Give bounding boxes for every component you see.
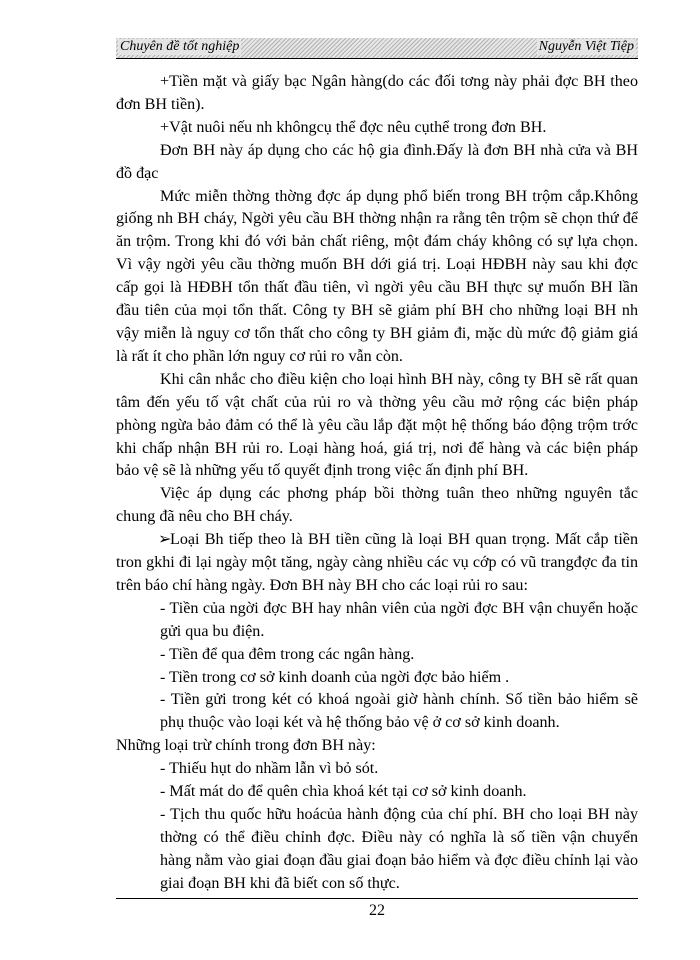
- list-item: - Tịch thu quốc hữu hoácủa hành động của chí phí. BH cho loại BH này thờng có thể điều chỉnh đợc. Điều này có nghĩa là số tiền vận chuyển hàng nằm vào giai đoạn đầu giai đoạn bảo hiểm và đợc điều chỉnh lại vào giai đoạn BH khi đã biết con số thực.: [160, 806, 638, 892]
- list-item: - Thiếu hụt do nhầm lẫn vì bỏ sót.: [160, 760, 379, 778]
- footer-divider: [116, 898, 638, 899]
- paragraph: +Tiền mặt và giấy bạc Ngân hàng(do các đối tơng này phải đợc BH theo đơn BH tiền).: [116, 73, 638, 113]
- header-author: Nguyễn Việt Tiệp: [538, 39, 634, 54]
- bullet-paragraph: [116, 529, 638, 598]
- list-item: - Mất mát do để quên chìa khoá két tại cơ sở kinh doanh.: [160, 783, 527, 801]
- paragraph: Đơn BH này áp dụng cho các hộ gia đình.Đấy là đơn BH nhà cửa và BH đồ đạc: [116, 141, 638, 182]
- list-item: - Tiền gửi trong két có khoá ngoài giờ hành chính. Số tiền bảo hiểm sẽ phụ thuộc vào loại két và hệ thống bảo vệ ở cơ sở kinh doanh.: [160, 691, 638, 732]
- paragraph: Việc áp dụng các phơng pháp bồi thờng tuân theo những nguyên tắc chung đã nêu cho BH cháy.: [116, 485, 638, 526]
- page-number: 22: [369, 902, 385, 919]
- page-body: [116, 71, 638, 896]
- arrow-bullet-icon: ➢: [158, 531, 172, 549]
- paragraph: +Vật nuôi nếu nh khôngcụ thể đợc nêu cụthể trong đơn BH.: [160, 118, 547, 136]
- paragraph: Mức miễn thờng thờng đợc áp dụng phổ biến trong BH trộm cắp.Không giống nh BH cháy, Ngời yêu cầu BH thờng nhận ra rằng tên trộm sẽ chọn thứ để ăn trộm. Trong khi đó với bản chất riêng, một đám cháy không có sự lựa chọn. Vì vậy ngời yêu cầu thờng muốn BH dới giá trị. Loại HĐBH này sau khi đợc cấp gọi là HĐBH tổn thất đầu tiên, vì ngời yêu cầu BH thực sự muốn BH lần đầu tiên của mọi tổn thất. Công ty BH sẽ giảm phí BH cho những loại BH nh vậy miễn là nguy cơ tổn thất cho công ty BH giảm đi, mặc dù mức độ giảm giá là rất ít cho phần lớn nguy cơ rủi ro vẫn còn.: [116, 187, 638, 365]
- header-document-title: Chuyên đề tốt nghiệp: [120, 39, 240, 54]
- paragraph: Khi cân nhắc cho điều kiện cho loại hình BH này, công ty BH sẽ rất quan tâm đến yếu tố vật chất của rủi ro và thờng yêu cầu mở rộng các biện pháp phòng ngừa bảo đảm có thể là yêu cầu lắp đặt một hệ thống báo động trộm trớc khi chấp nhận BH rủi ro. Loại hàng hoá, giá trị, nơi để hàng và các biện pháp bảo vệ sẽ là những yếu tố quyết định trong việc ấn định phí BH.: [116, 370, 638, 480]
- list-item: - Tiền để qua đêm trong các ngân hàng.: [160, 645, 415, 663]
- list-item: - Tiền trong cơ sở kinh doanh của ngời đợc bảo hiểm .: [160, 668, 510, 686]
- paragraph: Những loại trừ chính trong đơn BH này:: [116, 737, 376, 755]
- paragraph-text: Loại Bh tiếp theo là BH tiền cũng là loại BH quan trọng. Mất cắp tiền tron gkhi đi lại ngày một tăng, ngày càng nhiều các vụ cớp có vũ trangđợc đa tin trên báo chí hàng ngày. Đơn BH này BH cho các loại rủi ro sau:: [116, 531, 638, 594]
- list-item: - Tiền của ngời đợc BH hay nhân viên của ngời đợc BH vận chuyển hoặc gửi qua bu điện.: [160, 599, 638, 640]
- page-header: [116, 38, 638, 59]
